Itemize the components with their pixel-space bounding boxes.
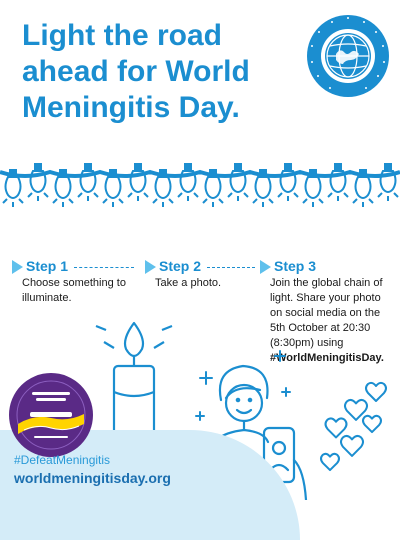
string-lights-icon xyxy=(0,150,400,245)
step-arrow-icon xyxy=(260,260,271,274)
step-1 xyxy=(22,258,140,306)
heart-icon xyxy=(341,436,363,456)
step-divider xyxy=(74,267,134,268)
step-arrow-icon xyxy=(12,260,23,274)
wmd-badge-logo xyxy=(8,372,94,458)
step-arrow-icon xyxy=(145,260,156,274)
heart-icon xyxy=(363,416,381,432)
heart-icon xyxy=(326,418,347,437)
step-2-label: Step 2 xyxy=(159,258,202,274)
step-3-hashtag: #WorldMeningitisDay. xyxy=(270,352,384,364)
footer-website-link[interactable]: worldmeningitisday.org xyxy=(14,470,171,486)
como-seal-logo xyxy=(306,14,390,98)
page-title xyxy=(22,18,302,126)
bulb-icon xyxy=(78,164,98,201)
step-2 xyxy=(155,258,265,291)
title-line-2: ahead for World xyxy=(22,55,250,88)
bulb-icon xyxy=(178,164,198,201)
step-2-text: Take a photo. xyxy=(155,277,222,289)
bulb-icon xyxy=(128,164,148,201)
bulb-icon xyxy=(378,164,398,201)
step-divider xyxy=(207,267,255,268)
title-line-3: Meningitis Day. xyxy=(22,91,240,124)
footer-hashtag: #DefeatMeningitis xyxy=(14,453,111,467)
step-3-body: Join the global chain of light. Share your photo on social media on the 5th October at 20:30 (8:30pm) using xyxy=(270,277,383,349)
bulb-icon xyxy=(28,164,48,201)
bulb-icon xyxy=(278,164,298,201)
heart-icon xyxy=(321,454,339,470)
heart-icon xyxy=(366,383,386,401)
bulb-icon xyxy=(228,164,248,201)
step-1-text: Choose something to illuminate. xyxy=(22,277,126,304)
step-3-label: Step 3 xyxy=(274,258,317,274)
step-1-label: Step 1 xyxy=(26,258,69,274)
title-line-1: Light the road xyxy=(22,19,222,52)
bulb-icon xyxy=(328,164,348,201)
